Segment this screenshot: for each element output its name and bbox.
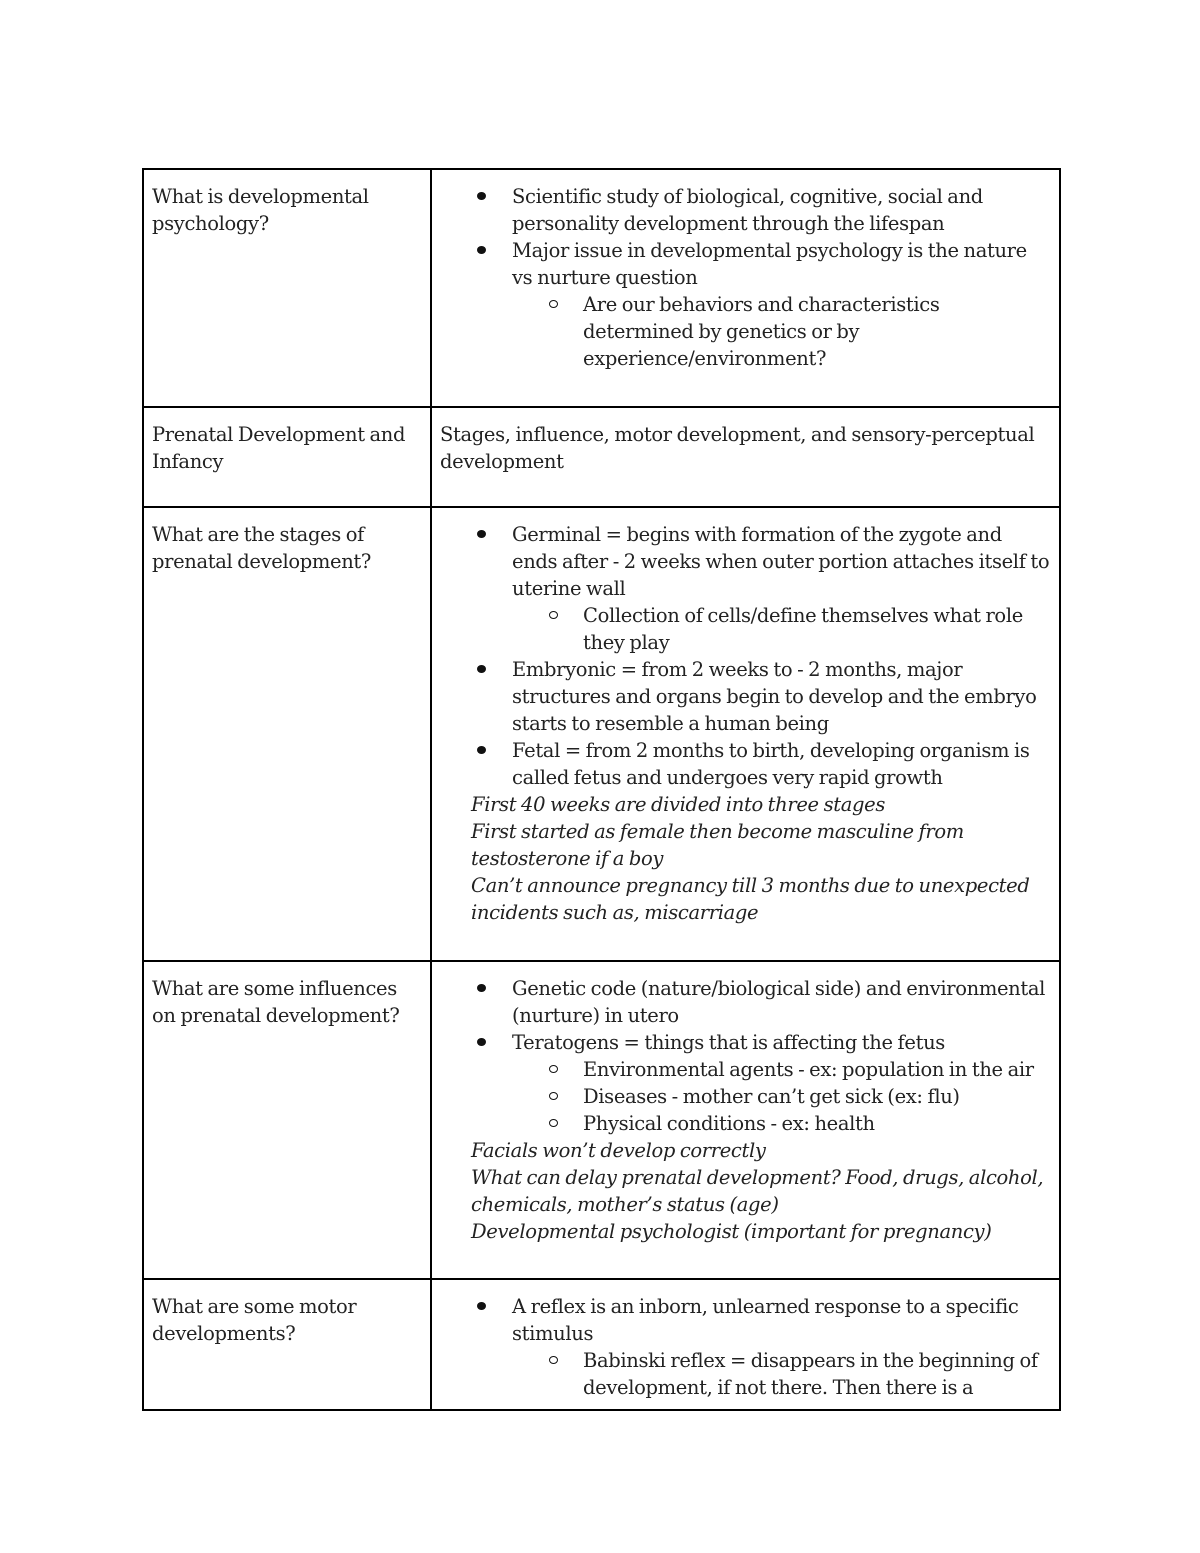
sub-list-item xyxy=(583,1110,1051,1137)
table-row xyxy=(143,169,1060,407)
question-text: What are some influences on prenatal development? xyxy=(152,977,400,1027)
bullet-list xyxy=(440,183,1051,372)
list-item xyxy=(512,521,1051,656)
sub-bullet-list xyxy=(512,1347,1051,1401)
list-item xyxy=(512,975,1051,1029)
question-text: What are the stages of prenatal development? xyxy=(152,523,371,573)
filled-bullet-icon xyxy=(477,192,486,200)
hollow-bullet-icon xyxy=(549,611,558,619)
sub-list-item xyxy=(583,1347,1051,1401)
list-item-text: Teratogens = things that is affecting the fetus xyxy=(512,1031,945,1054)
italic-note: First 40 weeks are divided into three stages xyxy=(471,793,885,816)
sub-list-item-text: Are our behaviors and characteristics determined by genetics or by experience/environment? xyxy=(583,293,940,370)
table-row xyxy=(143,1279,1060,1410)
bullet-list xyxy=(440,975,1051,1137)
list-item xyxy=(512,183,1051,237)
list-item xyxy=(512,237,1051,372)
list-item xyxy=(512,737,1051,791)
bullet-list xyxy=(440,1293,1051,1401)
sub-list-item-text: Collection of cells/define themselves what role they play xyxy=(583,604,1023,654)
list-item xyxy=(512,1293,1051,1401)
question-text: What is developmental psychology? xyxy=(152,185,369,235)
sub-list-item-text: Babinski reflex = disappears in the beginning of development, if not there. Then there is a xyxy=(583,1349,1038,1399)
question-cell xyxy=(143,1279,431,1410)
filled-bullet-icon xyxy=(477,246,486,254)
filled-bullet-icon xyxy=(477,1038,486,1046)
question-cell xyxy=(143,407,431,507)
sub-list-item-text: Environmental agents - ex: population in the air xyxy=(583,1058,1034,1081)
sub-list-item xyxy=(583,602,1051,656)
hollow-bullet-icon xyxy=(549,1065,558,1073)
list-item xyxy=(512,656,1051,737)
italic-note: What can delay prenatal development? Food, drugs, alcohol, chemicals, mother’s status (age) xyxy=(471,1166,1044,1216)
italic-note: Facials won’t develop correctly xyxy=(471,1139,766,1162)
list-item-text: Scientific study of biological, cognitive, social and personality development through the lifespan xyxy=(512,185,983,235)
question-text: Prenatal Development and Infancy xyxy=(152,423,406,473)
italic-note: First started as female then become masculine from testosterone if a boy xyxy=(471,820,964,870)
sub-bullet-list xyxy=(512,602,1051,656)
filled-bullet-icon xyxy=(477,530,486,538)
question-cell xyxy=(143,507,431,961)
list-item-text: Fetal = from 2 months to birth, developing organism is called fetus and undergoes very rapid growth xyxy=(512,739,1030,789)
italic-note: Developmental psychologist (important for pregnancy) xyxy=(471,1220,992,1243)
answer-text: Stages, influence, motor development, and sensory-perceptual development xyxy=(440,423,1035,473)
list-item-text: Germinal = begins with formation of the zygote and ends after - 2 weeks when outer portion attaches itself to uterine wall xyxy=(512,523,1050,600)
sub-list-item xyxy=(583,291,1051,372)
list-item-text: Genetic code (nature/biological side) and environmental (nurture) in utero xyxy=(512,977,1046,1027)
filled-bullet-icon xyxy=(477,746,486,754)
sub-list-item xyxy=(583,1056,1051,1083)
list-item xyxy=(512,1029,1051,1137)
bullet-list xyxy=(440,521,1051,791)
answer-cell xyxy=(431,407,1060,507)
question-cell xyxy=(143,961,431,1279)
filled-bullet-icon xyxy=(477,1302,486,1310)
table-row xyxy=(143,961,1060,1279)
italic-note: Can’t announce pregnancy till 3 months due to unexpected incidents such as, miscarriage xyxy=(471,874,1030,924)
hollow-bullet-icon xyxy=(549,1092,558,1100)
sub-list-item-text: Diseases - mother can’t get sick (ex: flu) xyxy=(583,1085,960,1108)
list-item-text: Embryonic = from 2 weeks to - 2 months, major structures and organs begin to develop and the embryo starts to resemble a human being xyxy=(512,658,1037,735)
table-row xyxy=(143,407,1060,507)
answer-cell xyxy=(431,169,1060,407)
sub-list-item-text: Physical conditions - ex: health xyxy=(583,1112,875,1135)
filled-bullet-icon xyxy=(477,665,486,673)
question-cell xyxy=(143,169,431,407)
sub-list-item xyxy=(583,1083,1051,1110)
hollow-bullet-icon xyxy=(549,300,558,308)
list-item-text: A reflex is an inborn, unlearned response to a specific stimulus xyxy=(512,1295,1019,1345)
answer-cell xyxy=(431,961,1060,1279)
notes-table xyxy=(142,168,1061,1411)
filled-bullet-icon xyxy=(477,984,486,992)
hollow-bullet-icon xyxy=(549,1356,558,1364)
hollow-bullet-icon xyxy=(549,1119,558,1127)
sub-bullet-list xyxy=(512,1056,1051,1137)
answer-cell xyxy=(431,1279,1060,1410)
answer-cell xyxy=(431,507,1060,961)
list-item-text: Major issue in developmental psychology is the nature vs nurture question xyxy=(512,239,1027,289)
sub-bullet-list xyxy=(512,291,1051,372)
table-row xyxy=(143,507,1060,961)
question-text: What are some motor developments? xyxy=(152,1295,357,1345)
